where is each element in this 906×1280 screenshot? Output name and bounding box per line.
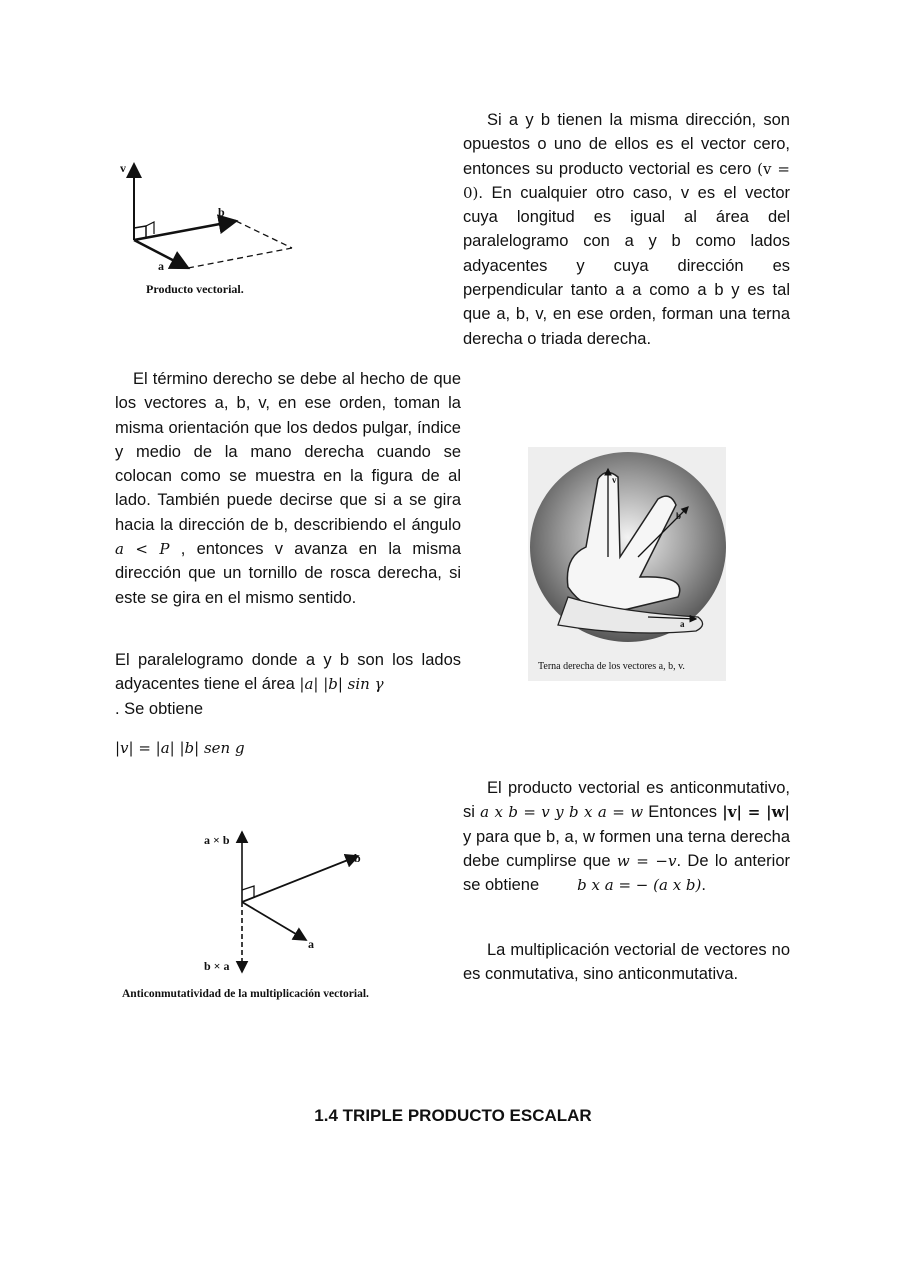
figure-caption: Anticonmutatividad de la multiplicación vectorial.: [122, 988, 369, 1000]
svg-text:a: a: [308, 937, 314, 951]
figure-anticommutativity: [120, 822, 410, 1007]
inline-math: w = −v: [616, 851, 677, 870]
svg-text:b: b: [354, 851, 361, 865]
figure-caption: Producto vectorial.: [146, 282, 244, 296]
inline-math: (v = 0): [463, 159, 790, 202]
inline-math: |a| |b| sin γ: [299, 675, 384, 694]
formula-magnitude: |v| = |a| |b| sen g: [115, 739, 245, 757]
paragraph-parallelogram-area: El paralelogramo donde a y b son los lados adyacentes tiene el área |a| |b| sin γ . Se obtiene: [115, 651, 461, 718]
inline-math: b x a = − (a x b): [577, 876, 702, 895]
svg-text:v: v: [612, 475, 617, 485]
label-v: v: [120, 161, 126, 175]
figure-caption: Terna derecha de los vectores a, b, v.: [538, 661, 685, 672]
figure-cross-product: [110, 150, 310, 300]
inline-math: a < P: [115, 540, 170, 559]
svg-text:b: b: [676, 511, 682, 521]
svg-text:a: a: [680, 619, 685, 629]
inline-math: a x b = v y b x a = w: [480, 803, 644, 822]
paragraph-right-handed-triple: El término derecho se debe al hecho de que los vectores a, b, v, en ese orden, toman la misma orientación que los dedos pulgar, índice y medio de la mano derecha cuando se colocan como se muestra en la figura de al lado. También puede decirse que si a se gira hacia la dirección de b, describiendo el ángulo a < P , entonces v avanza en la misma dirección que un tornillo de rosca derecha, si este se gira en el mismo sentido.: [115, 370, 462, 607]
label-b: b: [218, 205, 225, 219]
paragraph-not-commutative: La multiplicación vectorial de vectores no es conmutativa, sino anticonmutativa.: [463, 941, 790, 984]
section-heading: 1.4 TRIPLE PRODUCTO ESCALAR: [314, 1106, 592, 1125]
inline-math: |v| = |w|: [722, 803, 791, 822]
label-a: a: [158, 259, 164, 273]
svg-text:a × b: a × b: [204, 833, 230, 847]
paragraph-anticommutative: El producto vectorial es anticonmutativo, si a x b = v y b x a = w Entonces |v| = |w| y para que b, a, w formen una terna derecha debe cumplirse que w = −v. De lo anterior se obtiene b x a = − (a x b).: [463, 779, 791, 895]
paragraph-cross-product-definition: Si a y b tienen la misma dirección, son opuestos o uno de ellos es el vector cero, entonces su producto vectorial es cero (v = 0). En cualquier otro caso, v es el vector cuya longitud es igual al área del paralelogramo con a y b como lados adyacentes y cuya dirección es perpendicular tanto a a como a b y es tal que a, b, v, en ese orden, forman una terna derecha o triada derecha.: [463, 111, 790, 348]
svg-text:b × a: b × a: [204, 959, 230, 973]
figure-right-hand: [528, 447, 726, 681]
